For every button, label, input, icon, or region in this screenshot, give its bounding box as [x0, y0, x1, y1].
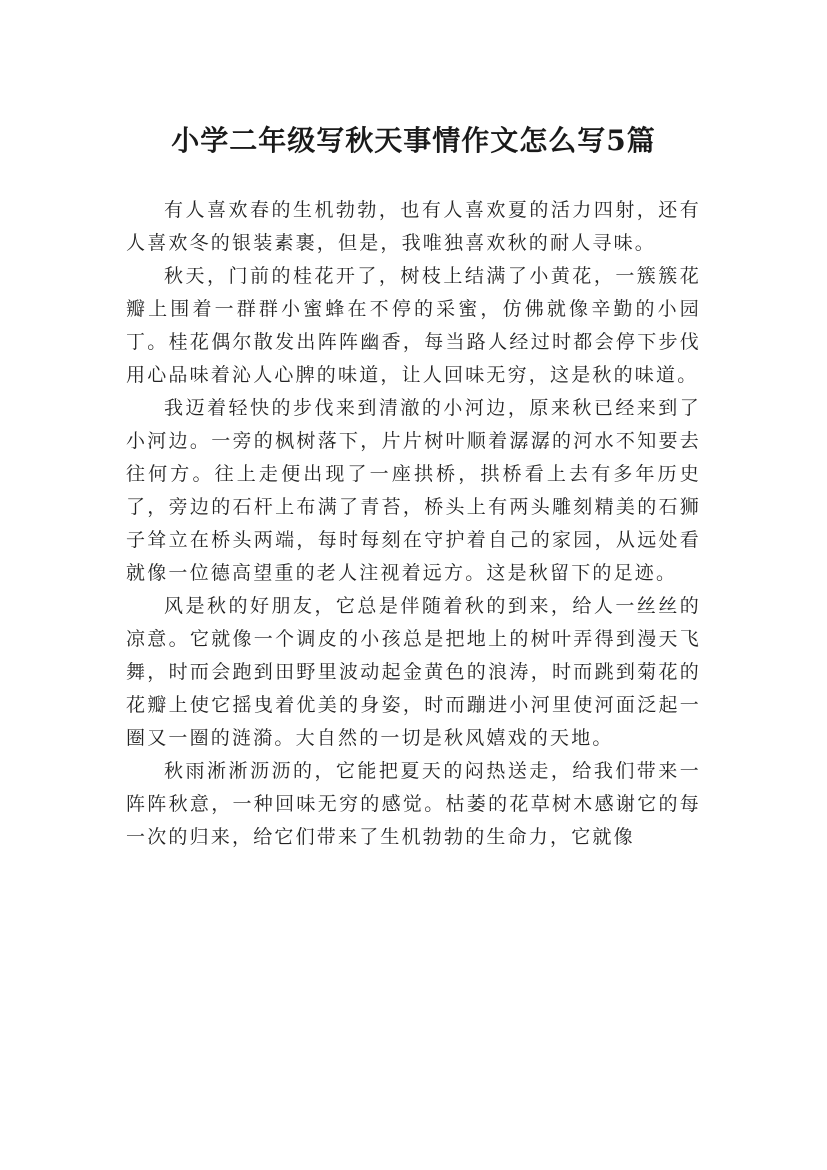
paragraph: 秋天，门前的桂花开了，树枝上结满了小黄花，一簇簇花瓣上围着一群群小蜜蜂在不停的采蜜，仿佛就像辛勤的小园丁。桂花偶尔散发出阵阵幽香，每当路人经过时都会停下步伐用心品味着沁人心脾的味道，让人回味无穷，这是秋的味道。: [126, 265, 701, 386]
paragraph: 我迈着轻快的步伐来到清澈的小河边，原来秋已经来到了小河边。一旁的枫树落下，片片树叶顺着潺潺的河水不知要去往何方。往上走便出现了一座拱桥，拱桥看上去有多年历史了，旁边的石杆上布满了青苔，桥头上有两头雕刻精美的石狮子耸立在桥头两端，每时每刻在守护着自己的家园，从远处看就像一位德高望重的老人注视着远方。这是秋留下的足迹。: [126, 397, 701, 584]
paragraph: 秋雨淅淅沥沥的，它能把夏天的闷热送走，给我们带来一阵阵秋意，一种回味无穷的感觉。枯萎的花草树木感谢它的每一次的归来，给它们带来了生机勃勃的生命力，它就像: [126, 760, 701, 848]
document-title: 小学二年级写秋天事情作文怎么写5篇: [171, 123, 656, 157]
paragraph: 风是秋的好朋友，它总是伴随着秋的到来，给人一丝丝的凉意。它就像一个调皮的小孩总是把地上的树叶弄得到漫天飞舞，时而会跑到田野里波动起金黄色的浪涛，时而跳到菊花的花瓣上使它摇曳着优美的身姿，时而蹦进小河里使河面泛起一圈又一圈的涟漪。大自然的一切是秋风嬉戏的天地。: [126, 595, 701, 749]
document-body: [126, 194, 701, 854]
paragraph: 有人喜欢春的生机勃勃，也有人喜欢夏的活力四射，还有人喜欢冬的银装素裹，但是，我唯独喜欢秋的耐人寻味。: [126, 199, 701, 254]
